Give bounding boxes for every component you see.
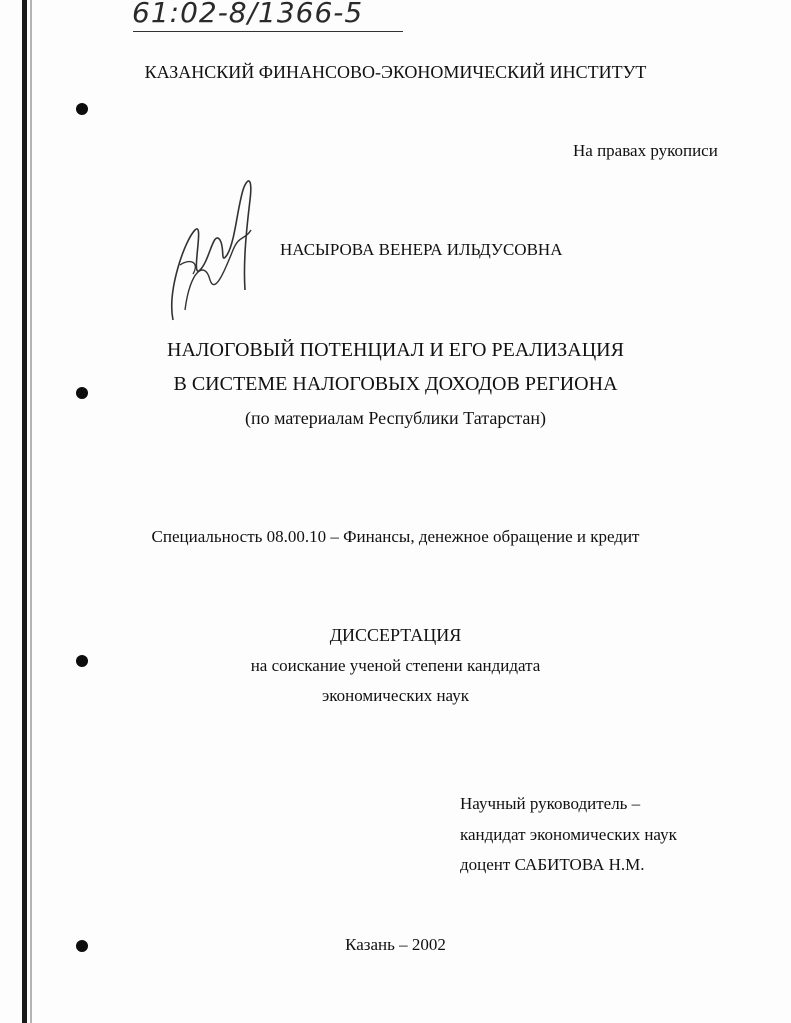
rights-note: На правах рукописи (573, 141, 718, 160)
scan-binding-edge (22, 0, 27, 1023)
title-line-3: (по материалам Республики Татарстан) (244, 408, 547, 428)
advisor-line-2: кандидат экономических наук (460, 825, 677, 844)
title-line-2: В СИСТЕМЕ НАЛОГОВЫХ ДОХОДОВ РЕГИОНА (173, 373, 618, 395)
author-signature (165, 170, 265, 330)
specialty: Специальность 08.00.10 – Финансы, денежное обращение и кредит (151, 527, 640, 546)
title-line-1: НАЛОГОВЫЙ ПОТЕНЦИАЛ И ЕГО РЕАЛИЗАЦИЯ (167, 339, 624, 361)
city-year: Казань – 2002 (345, 935, 446, 954)
author-name: НАСЫРОВА ВЕНЕРА ИЛЬДУСОВНА (280, 240, 563, 259)
advisor-line-3: доцент САБИТОВА Н.М. (460, 855, 645, 874)
institute-name: КАЗАНСКИЙ ФИНАНСОВО-ЭКОНОМИЧЕСКИЙ ИНСТИТУТ (144, 62, 647, 82)
degree-line-2: экономических наук (321, 686, 470, 705)
punch-hole (76, 103, 88, 115)
advisor-line-1: Научный руководитель – (460, 794, 641, 813)
document-type: ДИССЕРТАЦИЯ (329, 625, 462, 645)
scan-binding-shadow (30, 0, 32, 1023)
archive-number: 61:02-8/1366-5 (132, 0, 364, 29)
degree-line-1: на соискание ученой степени кандидата (250, 656, 541, 675)
archive-number-underline (133, 31, 403, 32)
